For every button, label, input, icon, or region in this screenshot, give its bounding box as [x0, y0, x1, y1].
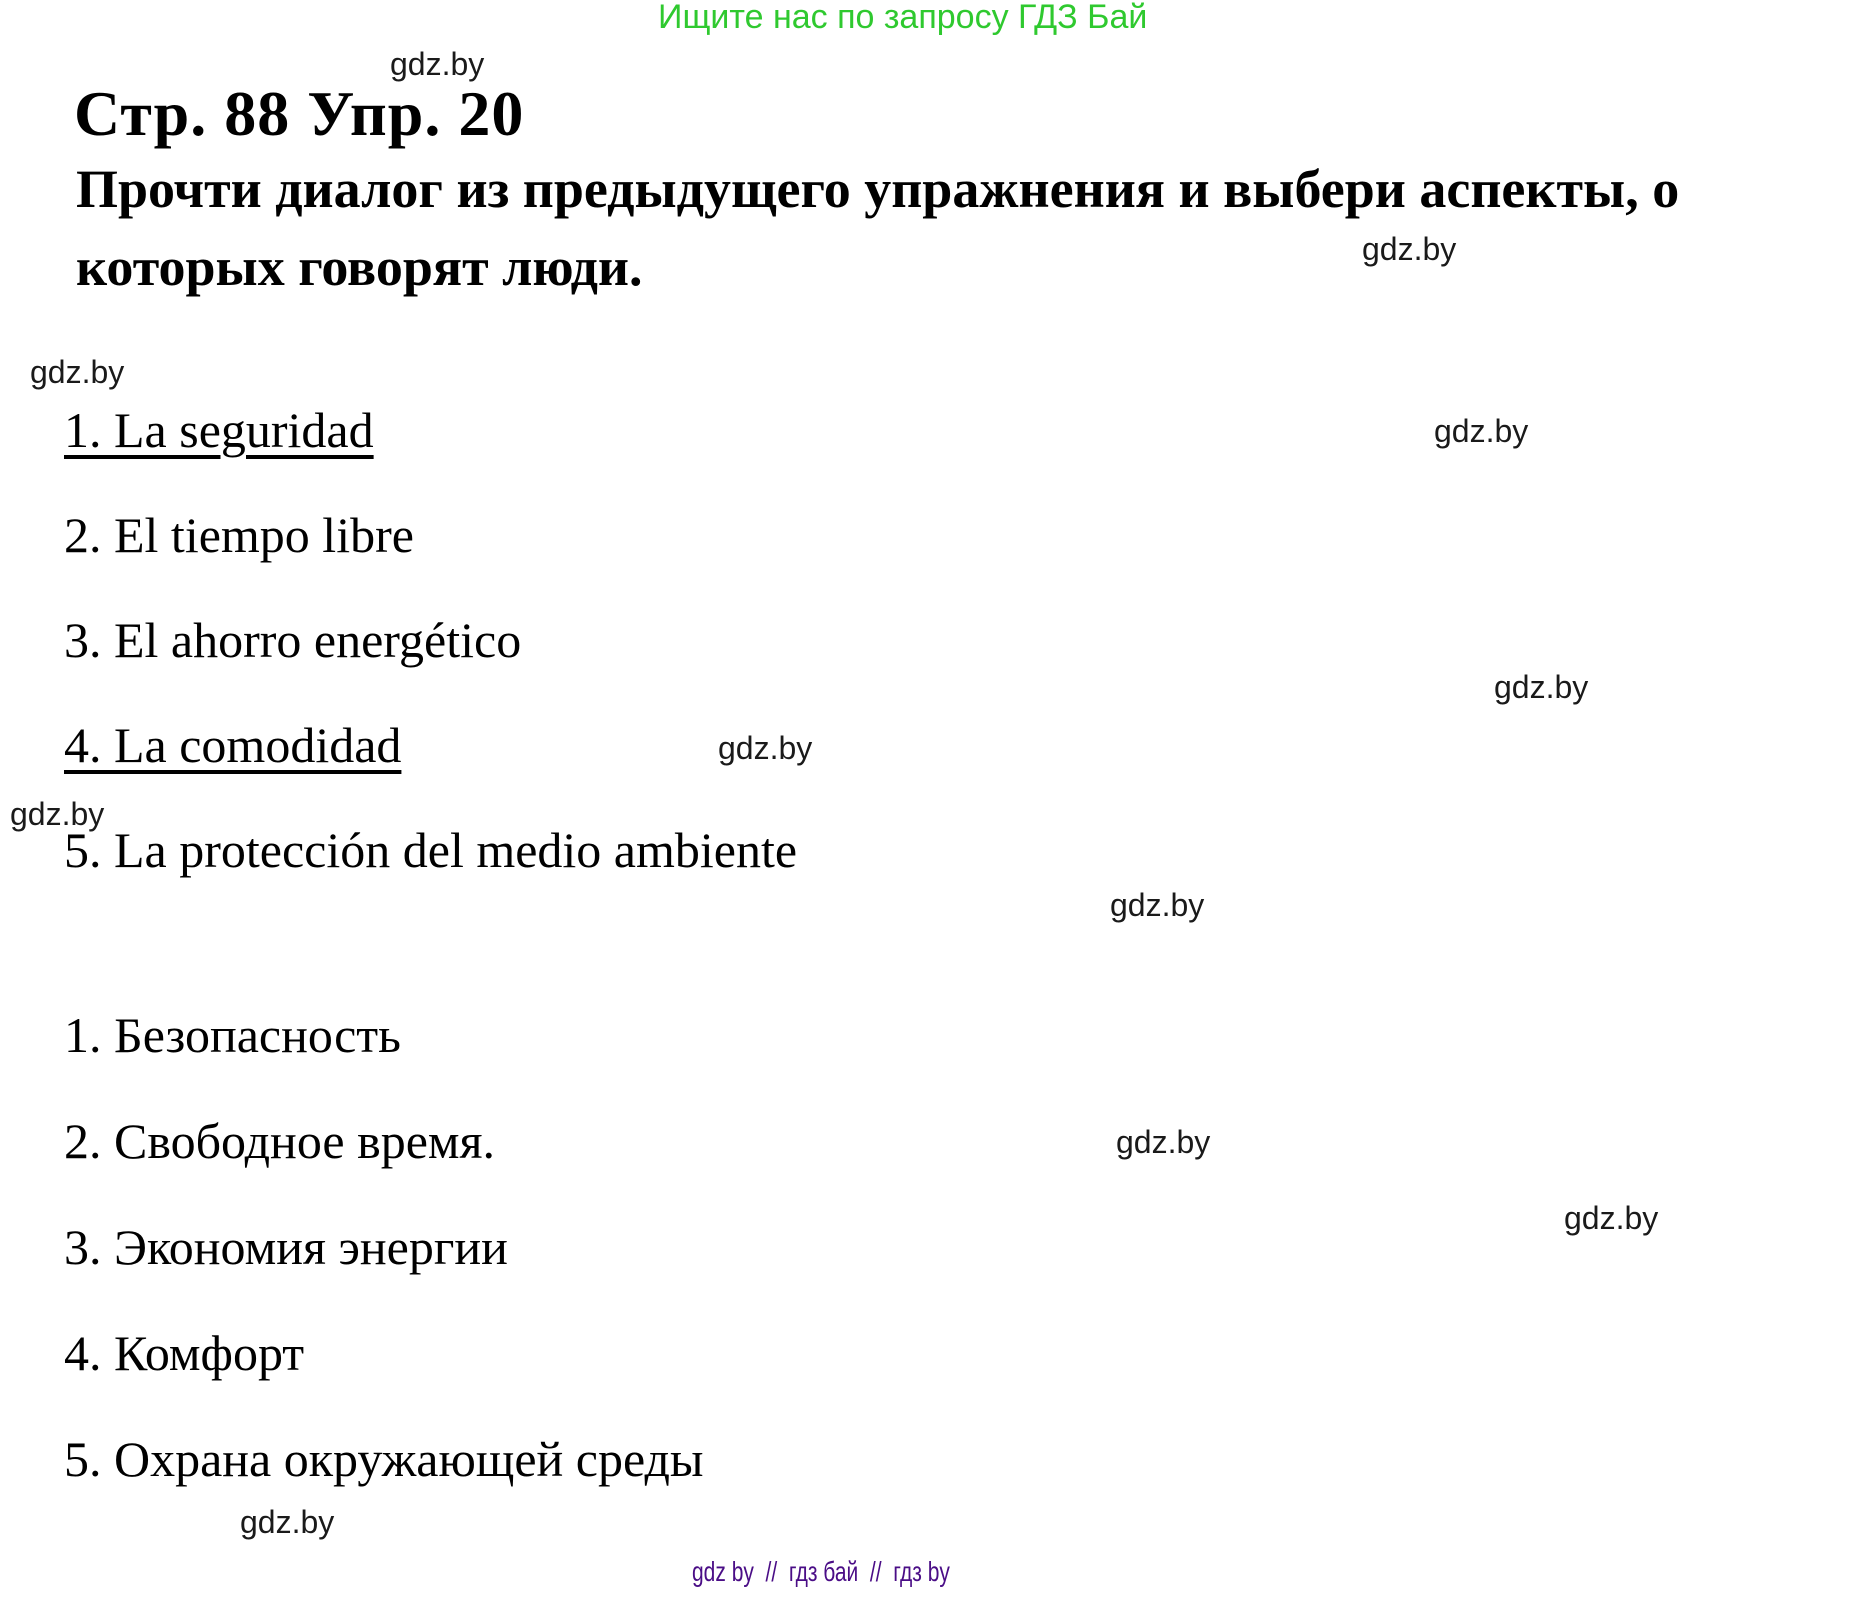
gdz-watermark: gdz.by [718, 730, 813, 766]
russian-translation-list [64, 1007, 704, 1540]
list-item-ru-3: 3. Экономия энергии [64, 1219, 508, 1275]
gdz-watermark: gdz.by [1434, 413, 1529, 449]
list-item-es-4: 4. La comodidad [64, 717, 402, 773]
list-item-es-3: 3. El ahorro energético [64, 612, 522, 668]
list-item-ru-1: 1. Безопасность [64, 1007, 401, 1063]
list-item-ru-2: 2. Свободное время. [64, 1113, 496, 1169]
gdz-watermark: gdz.by [1362, 231, 1457, 267]
list-item-ru-5: 5. Охрана окружающей среды [64, 1431, 704, 1487]
list-item-es-2: 2. El tiempo libre [64, 507, 414, 563]
list-item-es-5: 5. La protección del medio ambiente [64, 822, 798, 878]
gdz-watermark: gdz.by [30, 354, 125, 390]
gdz-watermark: gdz.by [240, 1504, 335, 1540]
gdz-watermark: gdz.by [10, 796, 105, 832]
gdz-watermark: gdz.by [1110, 887, 1205, 923]
gdz-watermark: gdz.by [1564, 1200, 1659, 1236]
gdz-watermark: gdz.by [390, 46, 485, 82]
promo-banner: Ищите нас по запросу ГДЗ Бай [658, 0, 1148, 36]
gdz-watermark: gdz.by [1116, 1124, 1211, 1160]
list-item-es-1: 1. La seguridad [64, 402, 374, 458]
task-text [76, 150, 1679, 306]
list-item-ru-4: 4. Комфорт [64, 1325, 305, 1381]
task-line-1: Прочти диалог из предыдущего упражнения и выбери аспекты, о [76, 159, 1680, 219]
page-title: Стр. 88 Упр. 20 [74, 78, 525, 149]
spanish-options-list [64, 402, 798, 930]
footer-links: gdz by // гдз бай // гдз by [692, 1556, 950, 1587]
task-line-2: которых говорят люди. [76, 237, 643, 297]
gdz-watermark: gdz.by [1494, 669, 1589, 705]
